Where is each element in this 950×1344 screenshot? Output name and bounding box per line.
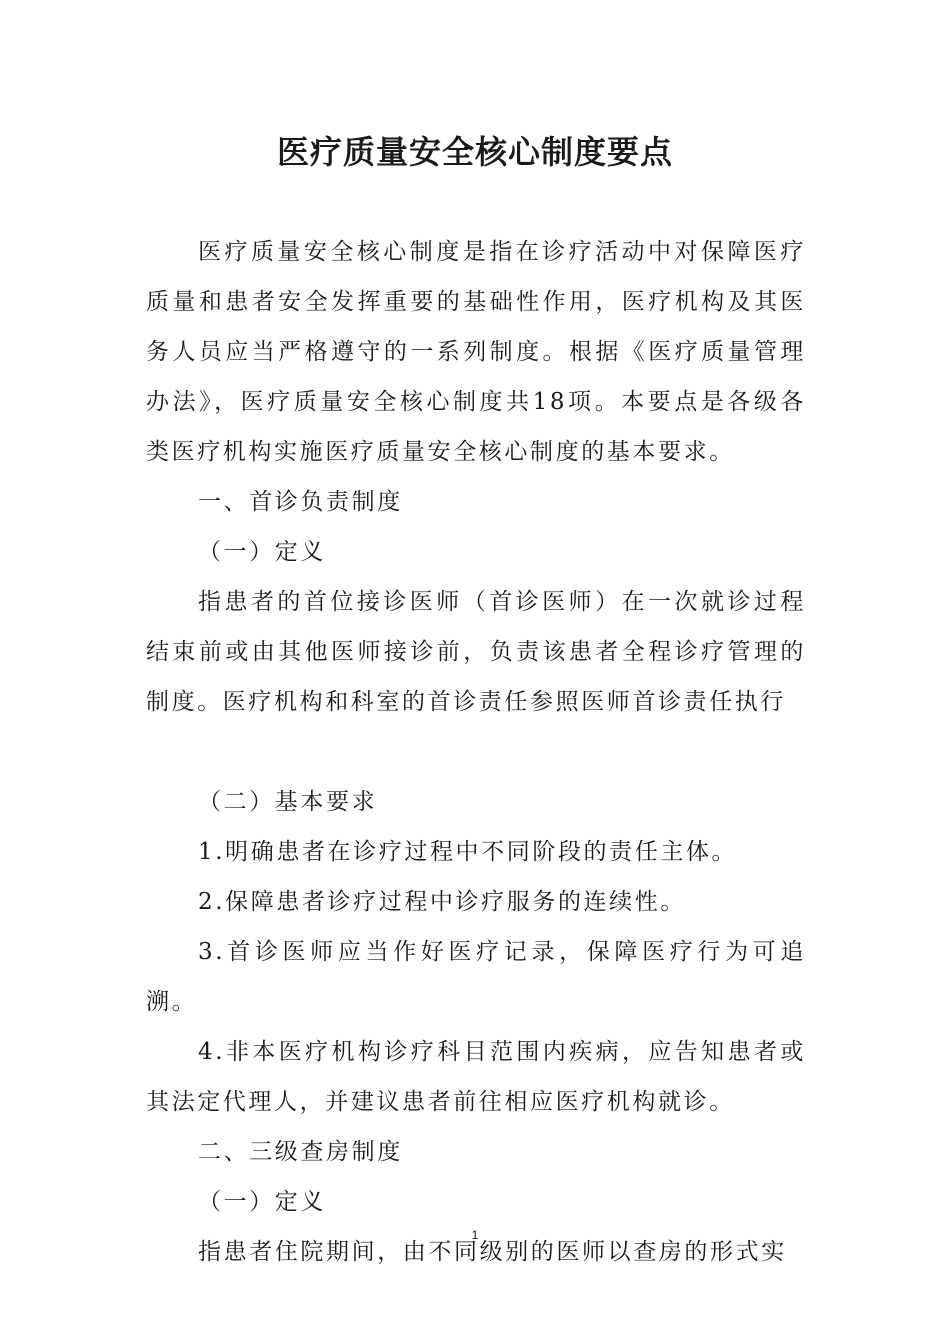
- subheading-definition: （一）定义: [198, 539, 326, 565]
- paragraph-definition: 指患者的首位接诊医师（首诊医师）在一次就诊过程结束前或由其他医师接诊前，负责该患者全程诊疗管理的制度。医疗机构和科室的首诊责任参照医师首诊责任执行: [146, 589, 806, 715]
- paragraph-definition-2: 指患者住院期间，由不同级别的医师以查房的形式实: [198, 1239, 787, 1265]
- list-item-1: 1.明确患者在诊疗过程中不同阶段的责任主体。: [198, 839, 738, 865]
- heading-section-2: 二、三级查房制度: [198, 1139, 403, 1165]
- subheading-definition-2: （一）定义: [198, 1189, 326, 1215]
- list-item-4: 4.非本医疗机构诊疗科目范围内疾病，应告知患者或其法定代理人，并建议患者前往相应医疗机构就诊。: [146, 1039, 806, 1115]
- subheading-requirements: （二）基本要求: [198, 789, 378, 815]
- list-item-2: 2.保障患者诊疗过程中诊疗服务的连续性。: [198, 889, 686, 915]
- blank-line: [146, 727, 806, 777]
- document-title: 医疗质量安全核心制度要点: [276, 133, 673, 171]
- heading-section-1: 一、首诊负责制度: [198, 489, 403, 515]
- page-number: 1: [471, 1228, 479, 1242]
- document-body: [146, 227, 806, 1277]
- paragraph-intro: 医疗质量安全核心制度是指在诊疗活动中对保障医疗质量和患者安全发挥重要的基础性作用，医疗机构及其医务人员应当严格遵守的一系列制度。根据《医疗质量管理办法》，医疗质量安全核心制度共18项。本要点是各级各类医疗机构实施医疗质量安全核心制度的基本要求。: [146, 239, 806, 465]
- list-item-3: 3.首诊医师应当作好医疗记录，保障医疗行为可追溯。: [146, 939, 806, 1015]
